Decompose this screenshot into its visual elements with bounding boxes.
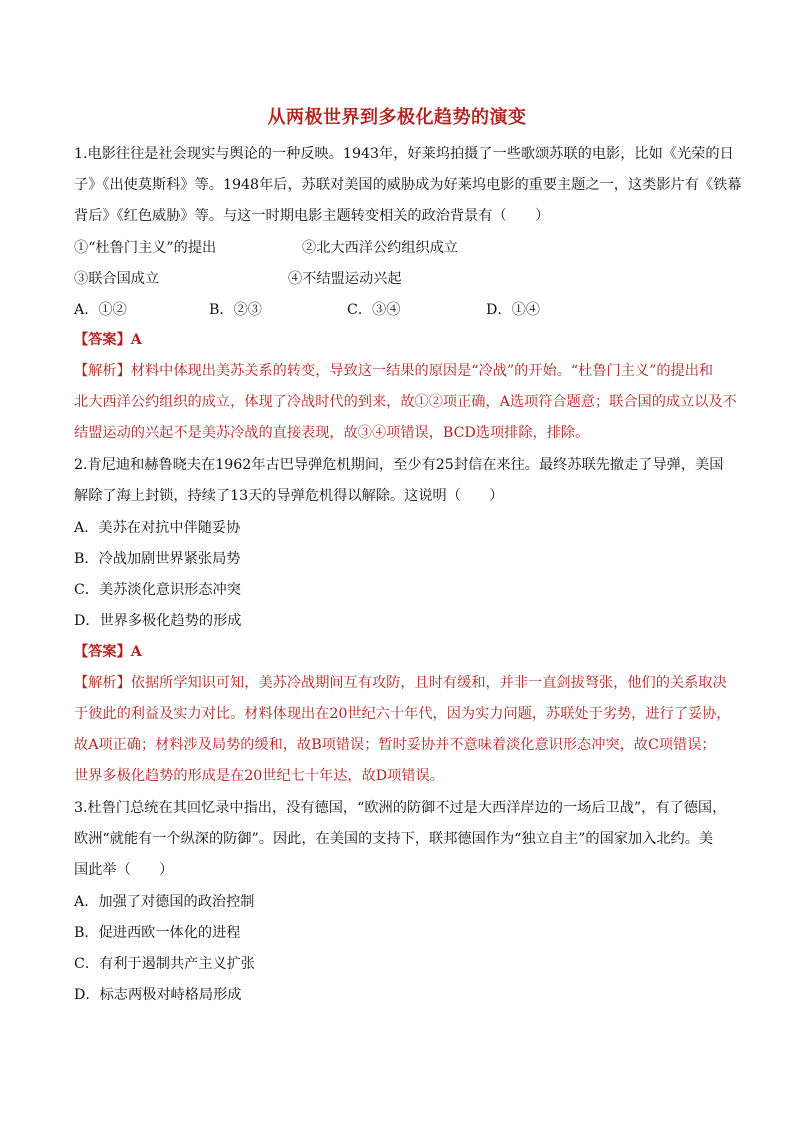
- q2-option-d: D．世界多极化趋势的形成: [74, 613, 242, 629]
- q1-stem-line-2: 子》《出使莫斯科》等。1948年后，苏联对美国的威胁成为好莱坞电影的重要主题之一，这类影片有《铁幕: [74, 177, 742, 193]
- q3-stem-line-1: 3.杜鲁门总统在其回忆录中指出，没有德国，“欧洲的防御不过是大西洋岸边的一场后卫战”，有了德国，: [74, 800, 727, 816]
- q1-option-d: D．①④: [486, 302, 540, 318]
- q2-option-b: B．冷战加剧世界紧张局势: [74, 551, 241, 567]
- q2-stem-line-1: 2.肯尼迪和赫鲁晓夫在1962年古巴导弹危机期间，至少有25封信在来往。最终苏联先撤走了导弹，美国: [74, 457, 724, 473]
- q1-item-1: ①“杜鲁门主义”的提出: [74, 240, 217, 256]
- q3-stem-line-3: 国此举（ ）: [74, 862, 174, 878]
- q3-option-c: C．有利于遏制共产主义扩张: [74, 956, 256, 972]
- q2-option-a: A．美苏在对抗中伴随妥协: [74, 520, 241, 536]
- q2-stem-line-2: 解除了海上封锁，持续了13天的导弹危机得以解除。这说明（ ）: [74, 488, 504, 504]
- q1-option-b: B．②③: [209, 302, 262, 318]
- page-title: 从两极世界到多极化趋势的演变: [267, 107, 527, 128]
- q1-answer: 【答案】A: [74, 332, 142, 348]
- q1-analysis-line-3: 结盟运动的兴起不是美苏冷战的直接表现，故③④项错误，BCD选项排除，排除。: [74, 425, 590, 441]
- q1-item-3: ③联合国成立: [74, 271, 160, 287]
- q1-stem-line-1: 1.电影往往是社会现实与舆论的一种反映。1943年，好莱坞拍摄了一些歌颂苏联的电影，比如《光荣的日: [74, 146, 734, 162]
- q1-stem-line-3: 背后》《红色威胁》等。与这一时期电影主题转变相关的政治背景有（ ）: [74, 208, 550, 224]
- q3-option-d: D．标志两极对峙格局形成: [74, 987, 242, 1003]
- q1-option-c: C．③④: [347, 302, 401, 318]
- q2-analysis-line-3: 故A项正确；材料涉及局势的缓和，故B项错误；暂时妥协并不意味着淡化意识形态冲突，故C项错误；: [74, 737, 716, 753]
- q3-stem-line-2: 欧洲“就能有一个纵深的防御”。因此，在美国的支持下，联邦德国作为“独立自主”的国家加入北约。美: [74, 831, 714, 847]
- q3-option-a: A．加强了对德国的政治控制: [74, 894, 255, 910]
- q2-analysis-line-1: 【解析】依据所学知识可知，美苏冷战期间互有攻防，且时有缓和，并非一直剑拔弩张，他们的关系取决: [74, 675, 727, 691]
- q2-option-c: C．美苏淡化意识形态冲突: [74, 582, 241, 598]
- q2-answer: 【答案】A: [74, 644, 142, 660]
- q3-option-b: B．促进西欧一体化的进程: [74, 925, 241, 941]
- q1-item-4: ④不结盟运动兴起: [288, 271, 402, 287]
- q2-analysis-line-2: 于彼此的利益及实力对比。材料体现出在20世纪六十年代，因为实力问题，苏联处于劣势，进行了妥协，: [74, 706, 731, 722]
- q1-analysis-line-1: 【解析】材料中体现出美苏关系的转变，导致这一结果的原因是“冷战”的开始。“杜鲁门主义”的提出和: [74, 363, 714, 379]
- q1-analysis-line-2: 北大西洋公约组织的成立，体现了冷战时代的到来，故①②项正确，A选项符合题意；联合国的成立以及不: [74, 394, 737, 410]
- q2-analysis-line-4: 世界多极化趋势的形成是在20世纪七十年达，故D项错误。: [74, 768, 444, 784]
- q1-option-a: A．①②: [74, 302, 127, 318]
- q1-item-2: ②北大西洋公约组织成立: [302, 240, 459, 256]
